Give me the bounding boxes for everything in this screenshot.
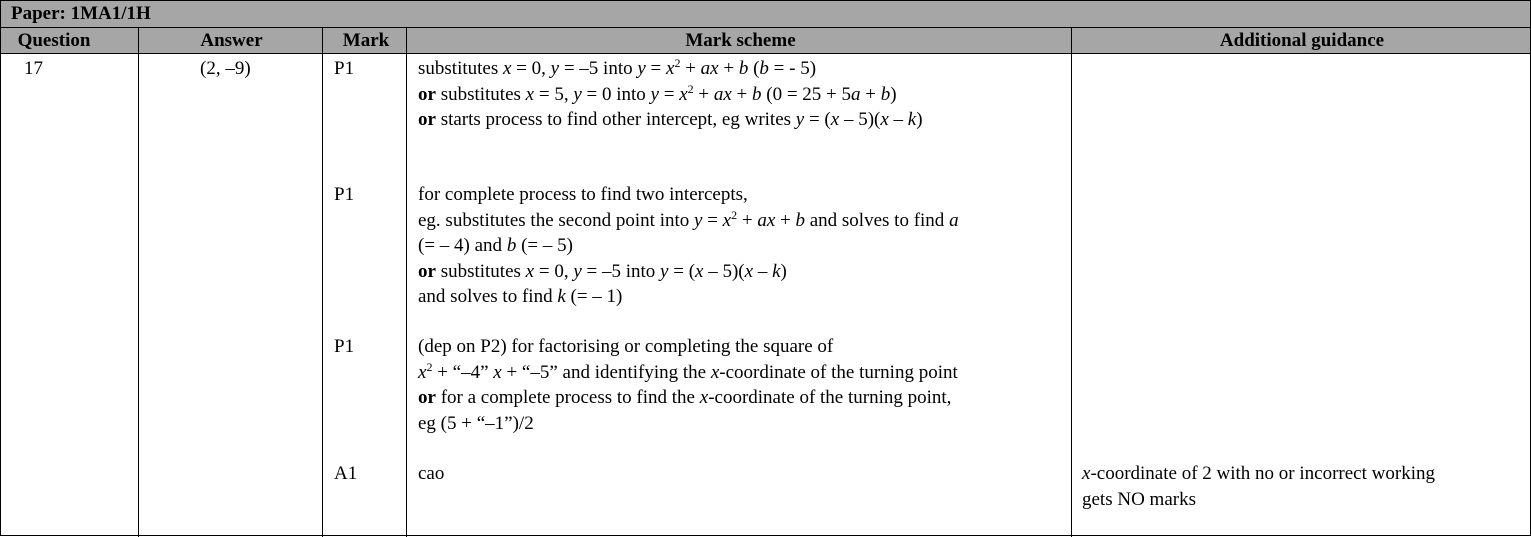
header-mark-scheme: Mark scheme (685, 30, 796, 51)
scheme-block-a1-cao (418, 461, 444, 487)
column-divider (406, 28, 407, 537)
scheme-line: for complete process to find two intercepts, (418, 184, 748, 205)
scheme-line: or starts process to find other intercept, eg writes y = (x – 5)(x – k) (418, 109, 923, 130)
question-number: 17 (24, 58, 43, 79)
scheme-block-p1-intercepts (418, 182, 959, 310)
additional-guidance-text (1082, 461, 1435, 512)
answer-value: (2, –9) (200, 58, 251, 79)
header-question: Question (17, 30, 91, 51)
column-divider (322, 28, 323, 537)
scheme-line: cao (418, 463, 445, 484)
scheme-block-p1-substitution (418, 56, 923, 133)
paper-label: Paper: 1MA1/1H (0, 0, 1531, 28)
scheme-line: $x^2$ + “–4” x + “–5” and identifying the x-coordinate of the turning point (418, 359, 958, 383)
mark-code: P1 (334, 336, 355, 357)
scheme-line: or for a complete process to find the x-coordinate of the turning point, (418, 387, 952, 408)
mark-code: P1 (334, 184, 355, 205)
scheme-line: (= – 4) and b (= – 5) (418, 235, 573, 256)
scheme-line: or substitutes x = 5, y = 0 into $y = x^2$ + ax + b (0 = 25 + 5a + b) (418, 81, 897, 105)
header-additional-guidance: Additional guidance (1219, 30, 1385, 51)
mark-code: P1 (334, 58, 355, 79)
column-divider (1071, 28, 1072, 537)
table-border-left (0, 54, 1, 536)
guidance-line: x-coordinate of 2 with no or incorrect working (1082, 463, 1435, 484)
scheme-line: or substitutes x = 0, y = –5 into y = (x – 5)(x – k) (418, 260, 787, 282)
column-divider (138, 28, 139, 537)
table-header-row (0, 28, 1531, 54)
header-mark: Mark (342, 30, 390, 51)
table-border-bottom (0, 535, 1531, 536)
scheme-block-p1-turning-point (418, 334, 958, 436)
guidance-line: gets NO marks (1082, 488, 1196, 510)
mark-code: A1 (334, 463, 358, 484)
header-answer: Answer (200, 30, 263, 51)
scheme-line: (dep on P2) for factorising or completing the square of (418, 336, 834, 357)
scheme-line: substitutes x = 0, y = –5 into $y = x^2$ + ax + b (b = - 5) (418, 56, 817, 79)
scheme-line: eg. substitutes the second point into $y = x^2$ + ax + b and solves to find a (418, 207, 959, 231)
scheme-line: eg (5 + “–1”)/2 (418, 412, 534, 434)
scheme-line: and solves to find k (= – 1) (418, 286, 623, 307)
